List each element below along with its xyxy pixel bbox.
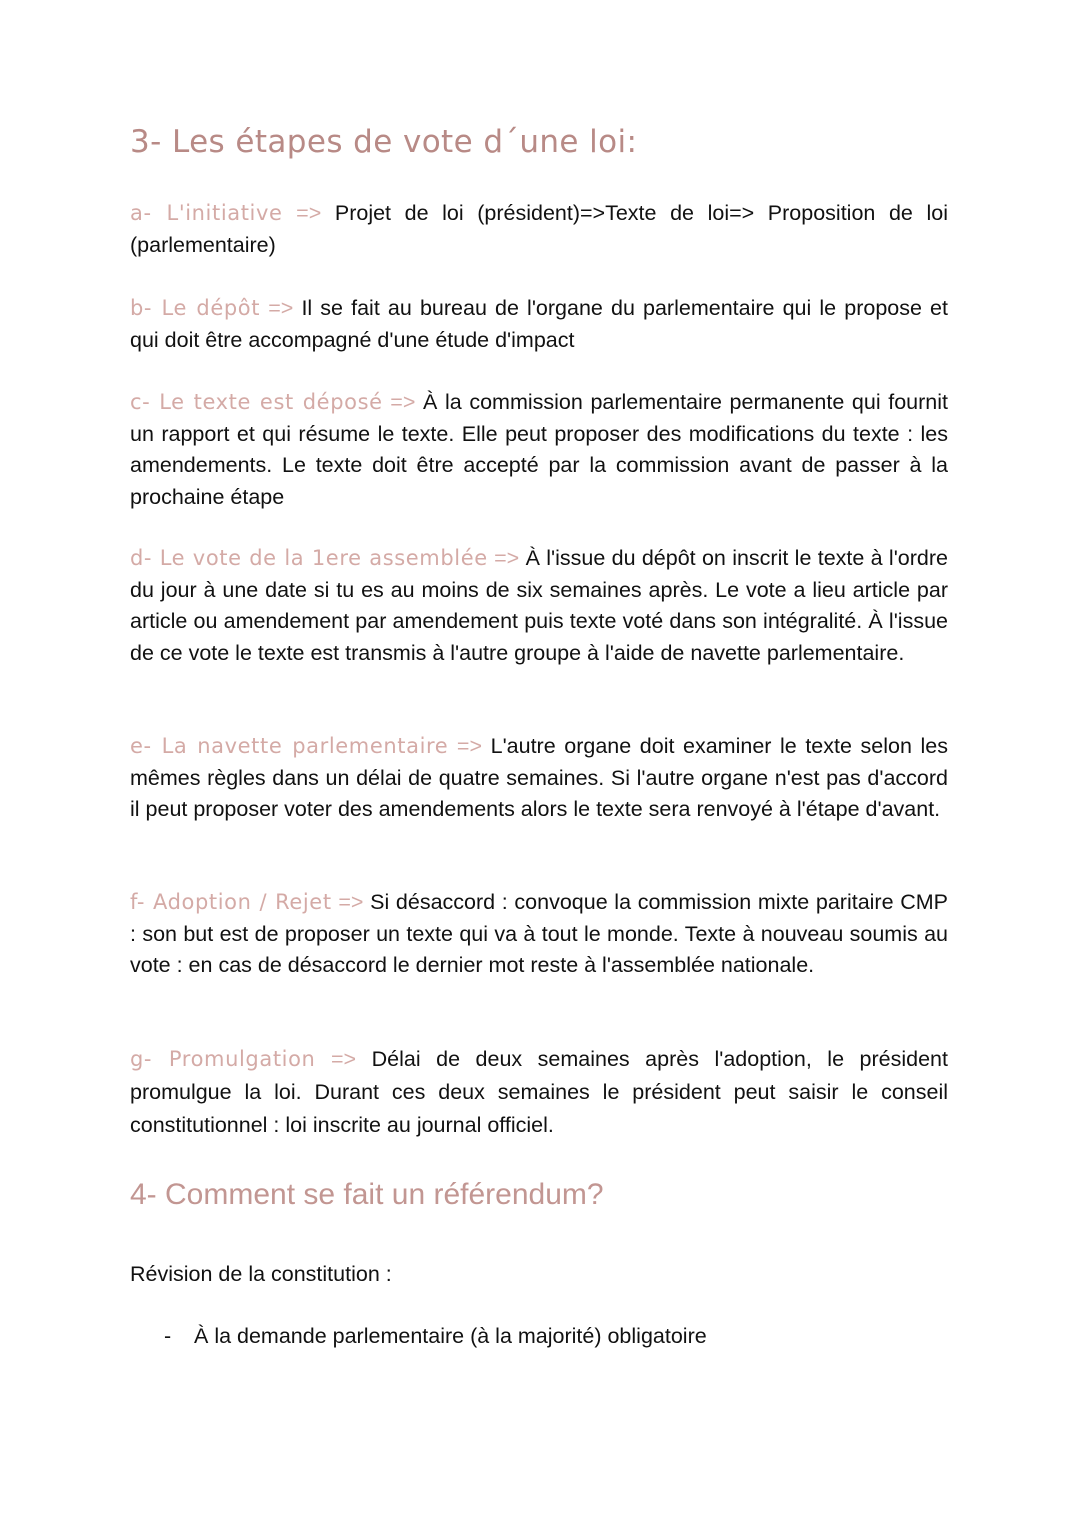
step-c-arrow: => bbox=[390, 390, 416, 414]
step-a-lead: a- L'initiative bbox=[130, 201, 283, 225]
step-f-arrow: => bbox=[338, 890, 364, 914]
step-e-arrow: => bbox=[456, 734, 483, 758]
step-b-paragraph bbox=[130, 293, 948, 356]
step-b-lead: b- Le dépôt bbox=[130, 296, 261, 320]
section-3-title: 3- Les étapes de vote d´une loi: bbox=[130, 124, 638, 160]
revision-intro: Révision de la constitution : bbox=[130, 1262, 392, 1286]
bullet-dash: - bbox=[164, 1324, 172, 1348]
step-d-arrow: => bbox=[494, 546, 520, 570]
bullet-item bbox=[164, 1324, 707, 1349]
step-e-text: L'autre organe doit examiner le texte selon les mêmes règles dans un délai de quatre semaines. Si l'autre organe n'est pas d'accord il peut proposer voter des amendements alors le texte sera renvoyé à l'étape d'avant. bbox=[130, 734, 948, 821]
step-g-arrow: => bbox=[330, 1047, 357, 1071]
section-4-title: 4- Comment se fait un référendum? bbox=[130, 1178, 604, 1211]
step-g-lead: g- Promulgation bbox=[130, 1047, 316, 1071]
step-b-arrow: => bbox=[268, 296, 294, 320]
step-e-paragraph bbox=[130, 731, 948, 826]
step-f-text: Si désaccord : convoque la commission mixte paritaire CMP : son but est de proposer un texte qui va à tout le monde. Texte à nouveau soumis au vote : en cas de désaccord le dernier mot reste à l'assemblée nationale. bbox=[130, 890, 948, 977]
step-c-text: À la commission parlementaire permanente qui fournit un rapport et qui résume le texte. Elle peut proposer des modifications du texte : les amendements. Le texte doit être accepté par la commission avant de passer à la prochaine étape bbox=[130, 390, 948, 509]
step-f-paragraph bbox=[130, 887, 948, 982]
step-d-lead: d- Le vote de la 1ere assemblée bbox=[130, 546, 488, 570]
step-a-text: Projet de loi (président)=>Texte de loi=> Proposition de loi (parlementaire) bbox=[130, 201, 948, 257]
step-g-paragraph bbox=[130, 1043, 948, 1142]
step-g-text: Délai de deux semaines après l'adoption, le président promulgue la loi. Durant ces deux semaines le président peut saisir le conseil constitutionnel : loi inscrite au journal officiel. bbox=[130, 1047, 948, 1137]
step-f-lead: f- Adoption / Rejet bbox=[130, 890, 332, 914]
step-c-paragraph bbox=[130, 387, 948, 513]
step-d-text: À l'issue du dépôt on inscrit le texte à l'ordre du jour à une date si tu es au moins de six semaines après. Le vote a lieu article par article ou amendement par amendement puis texte voté dans son intégralité. À l'issue de ce vote le texte est transmis à l'autre groupe à l'aide de navette parlementaire. bbox=[130, 546, 948, 665]
step-a-paragraph bbox=[130, 198, 948, 261]
step-a-arrow: => bbox=[296, 201, 322, 225]
step-e-lead: e- La navette parlementaire bbox=[130, 734, 449, 758]
bullet-text: À la demande parlementaire (à la majorité) obligatoire bbox=[194, 1324, 707, 1348]
step-b-text: Il se fait au bureau de l'organe du parlementaire qui le propose et qui doit être accompagné d'une étude d'impact bbox=[130, 296, 948, 352]
step-d-paragraph bbox=[130, 543, 948, 669]
step-c-lead: c- Le texte est déposé bbox=[130, 390, 383, 414]
